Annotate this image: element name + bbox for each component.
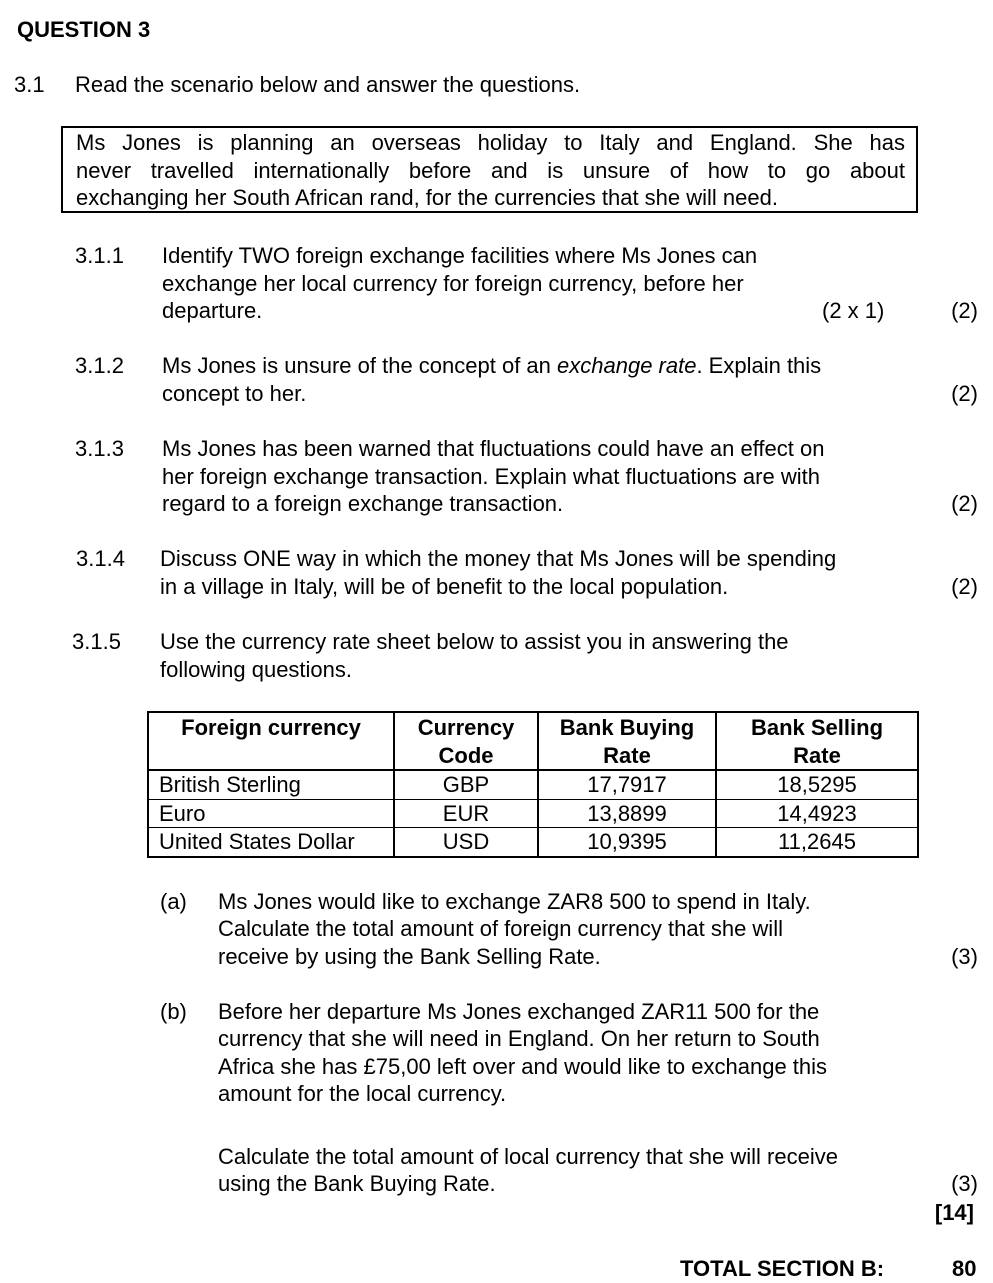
q3-1-2-marks: (2) [951, 381, 978, 406]
table-row [148, 770, 918, 799]
header-text: Rate [793, 742, 841, 768]
q3-1-3-line: regard to a foreign exchange transaction. [162, 491, 564, 516]
currency-rate-table [147, 711, 919, 858]
q3-1-1-line: Identify TWO foreign exchange facilities where Ms Jones can [162, 243, 758, 268]
part-a-line: Ms Jones would like to exchange ZAR8 500 to spend in Italy. [218, 889, 811, 914]
q3-1-1-breakdown: (2 x 1) [822, 298, 885, 323]
q3-1-3-line: her foreign exchange transaction. Explain what fluctuations are with [162, 464, 820, 489]
part-a-marks: (3) [951, 944, 978, 969]
part-b-marks: (3) [951, 1171, 978, 1196]
q3-1-3-marks: (2) [951, 491, 978, 516]
table-cell-code: USD [394, 828, 538, 857]
part-b-label: (b) [160, 999, 187, 1024]
table-cell-selling-rate: 11,2645 [716, 828, 918, 857]
q3-1-2-number: 3.1.2 [75, 353, 124, 378]
part-a-line: Calculate the total amount of foreign currency that she will [218, 916, 783, 941]
header-text: Bank Buying [559, 715, 695, 740]
header-bank-selling-rate [716, 712, 918, 770]
table-cell-currency: United States Dollar [148, 828, 394, 857]
table-cell-code: GBP [394, 770, 538, 799]
q3-1-1-marks: (2) [951, 298, 978, 323]
table-cell-code: EUR [394, 799, 538, 828]
q3-1-5-number: 3.1.5 [72, 629, 121, 654]
header-foreign-currency [148, 712, 394, 770]
q3-1-2-line [162, 352, 821, 380]
table-header-row [148, 712, 918, 770]
table-cell-buying-rate: 17,7917 [538, 770, 716, 799]
header-bank-buying-rate [538, 712, 716, 770]
scenario-line: Ms Jones is planning an overseas holiday to Italy and England. She has [76, 130, 905, 155]
table-cell-selling-rate: 18,5295 [716, 770, 918, 799]
header-text: Foreign currency [181, 715, 361, 740]
question-title: QUESTION 3 [17, 17, 151, 42]
part-b-line: Before her departure Ms Jones exchanged ZAR11 500 for the [218, 999, 820, 1024]
q3-1-4-line: Discuss ONE way in which the money that Ms Jones will be spending [160, 546, 837, 571]
q3-1-3-line: Ms Jones has been warned that fluctuations could have an effect on [162, 436, 825, 461]
table-cell-buying-rate: 10,9395 [538, 828, 716, 857]
question-total: [14] [934, 1200, 974, 1225]
table-cell-buying-rate: 13,8899 [538, 799, 716, 828]
table-cell-selling-rate: 14,4923 [716, 799, 918, 828]
part-b-line: currency that she will need in England. On her return to South [218, 1026, 820, 1051]
table-cell-currency: British Sterling [148, 770, 394, 799]
q3-1-text: Read the scenario below and answer the questions. [75, 72, 581, 97]
section-total-label: TOTAL SECTION B: [680, 1256, 885, 1281]
part-b-calc-line: using the Bank Buying Rate. [218, 1171, 496, 1196]
q3-1-5-line: following questions. [160, 657, 353, 682]
header-text: Code [438, 742, 494, 768]
q3-1-2-italic-term: exchange rate [557, 353, 697, 378]
q3-1-4-marks: (2) [951, 574, 978, 599]
header-currency-code [394, 712, 538, 770]
table-row [148, 799, 918, 828]
q3-1-1-line: exchange her local currency for foreign currency, before her [162, 271, 744, 296]
part-a-label: (a) [160, 889, 187, 914]
table-row [148, 828, 918, 857]
q3-1-2-line: concept to her. [162, 381, 307, 406]
table-cell-currency: Euro [148, 799, 394, 828]
q3-1-2-text: Ms Jones is unsure of the concept of an [162, 353, 558, 378]
part-b-calc-line: Calculate the total amount of local currency that she will receive [218, 1144, 838, 1169]
part-a-line: receive by using the Bank Selling Rate. [218, 944, 601, 969]
scenario-box [61, 126, 918, 213]
header-text: Bank Selling [750, 715, 884, 740]
q3-1-5-line: Use the currency rate sheet below to assist you in answering the [160, 629, 789, 654]
q3-1-1-line: departure. [162, 298, 263, 323]
q3-1-4-number: 3.1.4 [76, 546, 125, 571]
scenario-line: never travelled internationally before and is unsure of how to go about [76, 157, 905, 183]
header-text: Currency [417, 715, 515, 740]
q3-1-4-line: in a village in Italy, will be of benefit to the local population. [160, 574, 729, 599]
section-total-value: 80 [952, 1256, 977, 1281]
scenario-line: exchanging her South African rand, for the currencies that she will need. [76, 185, 778, 210]
header-text: Rate [603, 742, 651, 768]
q3-1-3-number: 3.1.3 [75, 436, 124, 461]
part-b-line: amount for the local currency. [218, 1081, 507, 1106]
q3-1-1-number: 3.1.1 [75, 243, 124, 268]
q3-1-number: 3.1 [14, 72, 45, 97]
part-b-line: Africa she has £75,00 left over and would like to exchange this [218, 1054, 828, 1079]
q3-1-2-text: . Explain this [696, 353, 822, 378]
